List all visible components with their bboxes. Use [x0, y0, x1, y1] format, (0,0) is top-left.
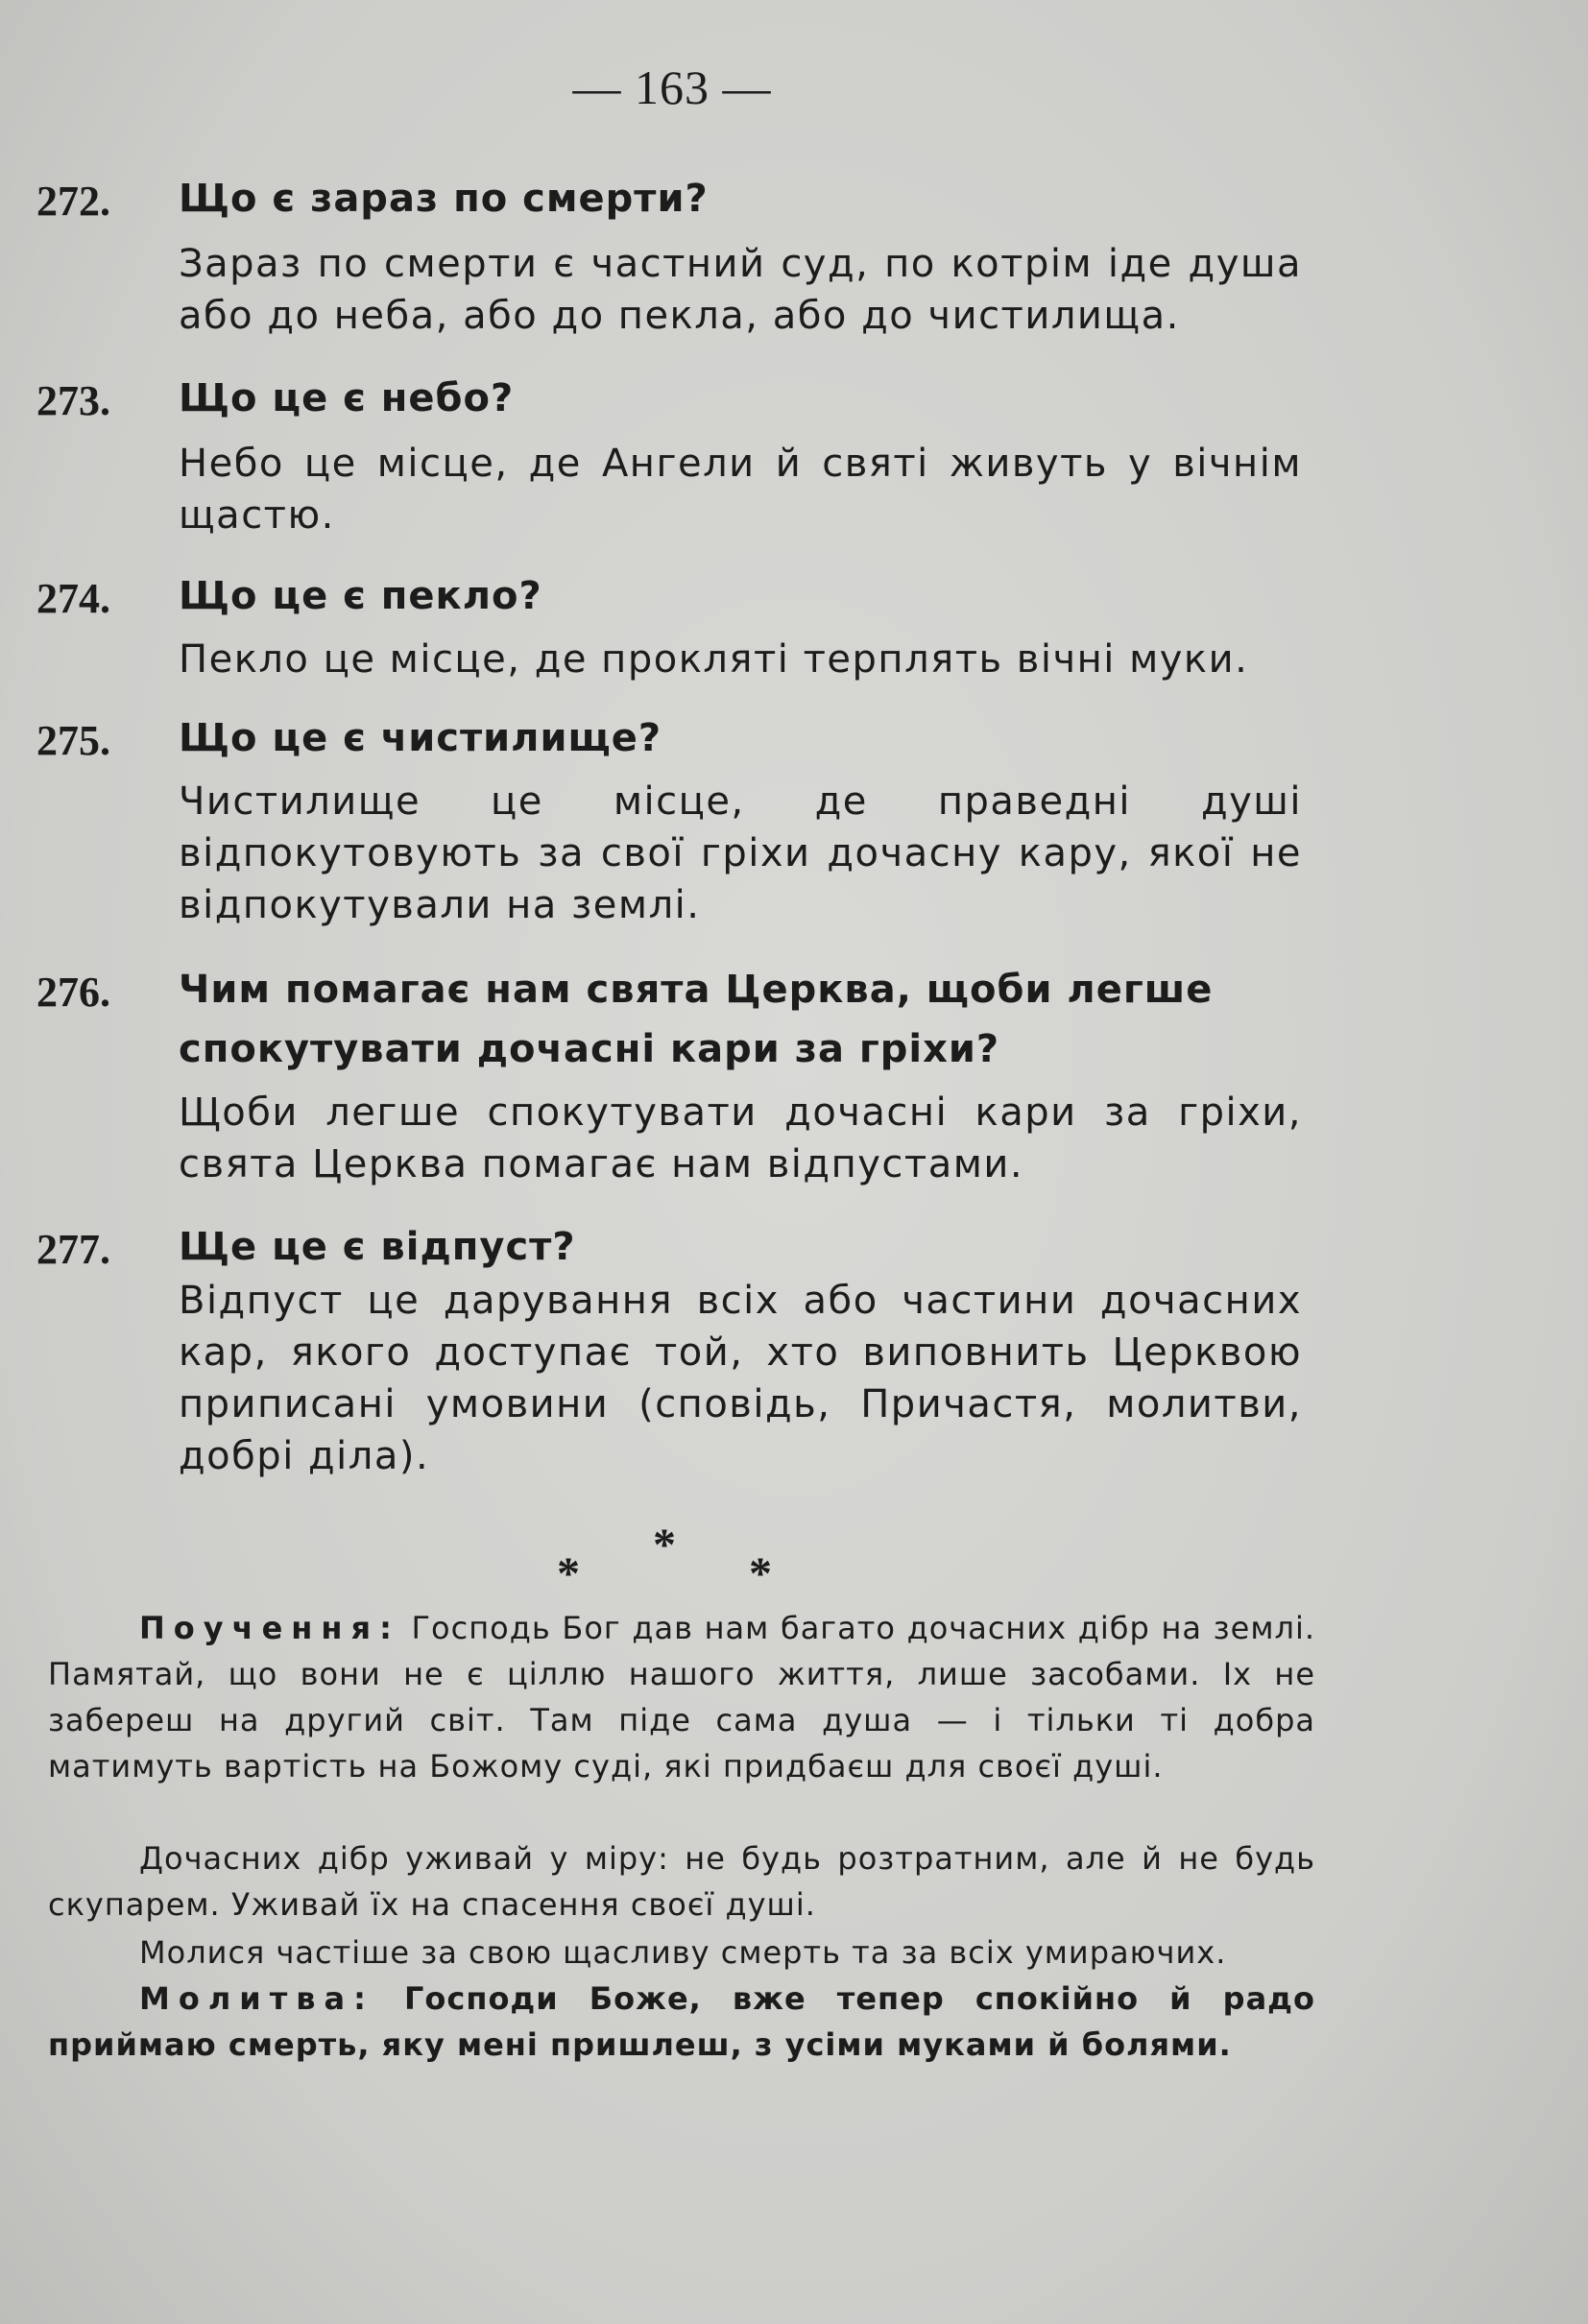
question: Що це є чистилище?: [179, 716, 662, 760]
prayer-label: Молитва:: [139, 1980, 374, 2017]
answer: Чистилище це місце, де праведні душі відпокутовують за свої гріхи дочасну кару, якої не відпокутували на землі.: [179, 779, 1302, 927]
question-number: 276.: [36, 969, 110, 1016]
page-number: — 163 —: [572, 60, 772, 114]
question-number: 277.: [36, 1226, 110, 1273]
lesson-label: Поучення:: [139, 1610, 400, 1646]
question-number: 272.: [36, 178, 110, 225]
separator-star: *: [557, 1548, 580, 1599]
question: Що це є небо?: [179, 376, 515, 420]
separator-star: *: [749, 1548, 772, 1599]
answer: Щоби легше спокутувати дочасні кари за гріхи, свята Церква помагає нам відпустами.: [179, 1090, 1302, 1186]
lesson-paragraph-3: Молися частіше за свою щасливу смерть та за всіх умираючих.: [139, 1934, 1227, 1971]
prayer-text: Господи Боже, вже тепер спокійно й радо приймаю смерть, яку мені пришлеш, з усіми муками й болями.: [48, 1980, 1316, 2063]
question: Чим помагає нам свята Церква, щоби легше спокутувати дочасні кари за гріхи?: [179, 968, 1214, 1071]
question: Ще це є відпуст?: [179, 1225, 576, 1269]
question-number: 274.: [36, 575, 110, 622]
answer: Відпуст це дарування всіх або частини дочасних кар, якого доступає той, хто виповнить Церквою приписані умовини (сповідь, Причастя, молитви, добрі діла).: [179, 1279, 1302, 1478]
lesson-paragraph-2: Дочасних дібр уживай у міру: не будь розтратним, але й не будь скупарем. Уживай їх на спасення своєї душі.: [48, 1840, 1315, 1923]
prayer-paragraph: [48, 1976, 1315, 2068]
section-separator: [538, 1519, 826, 1599]
separator-star: *: [653, 1520, 676, 1570]
lesson-paragraph-1: [48, 1605, 1315, 1789]
question: Що є зараз по смерти?: [179, 177, 709, 221]
question-number: 273.: [36, 377, 110, 424]
answer: Пекло це місце, де проклятi терплять вічні муки.: [179, 637, 1249, 682]
lesson-text: Господь Бог дав нам багато дочасних дібр на землі. Памятай, що вони не є ціллю нашого життя, лише засобами. Іх не забереш на другий світ. Там піде сама душа — і тільки ті добра матимуть вартість на Божому суді, які придбаєш для своєї душі.: [48, 1610, 1316, 1785]
question-number: 275.: [36, 717, 110, 764]
answer: Небо це місце, де Ангели й святі живуть у вічнім щастю.: [179, 442, 1302, 538]
question: Що це є пекло?: [179, 574, 542, 618]
answer: Зараз по смерти є частний суд, по котрім іде душа або до неба, або до пекла, або до чистилища.: [179, 242, 1302, 338]
